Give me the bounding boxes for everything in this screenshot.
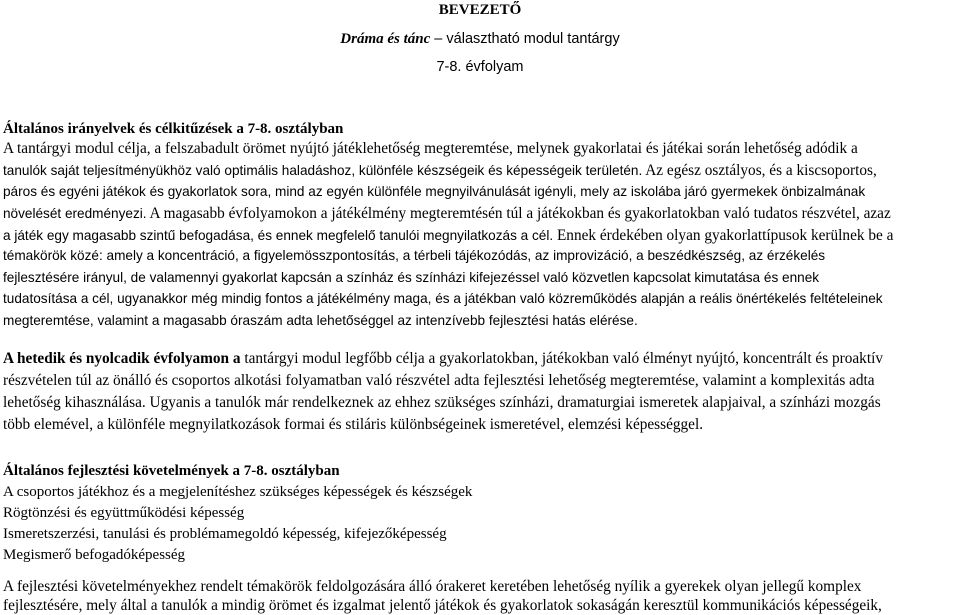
requirement-item-3: Ismeretszerzési, tanulási és problémamegoldó képesség, kifejezőképesség bbox=[3, 526, 447, 542]
section1-line4a: növelését eredményezi. bbox=[3, 206, 147, 221]
requirement-item-1: A csoportos játékhoz és a megjelenítéshez szükséges képességek és készségek bbox=[3, 484, 473, 500]
section2-line1 bbox=[3, 350, 957, 368]
section1-line5a: a játék egy magasabb szintű befogadása, és ennek megfelelő tanulói megnyilatkozás a cél. bbox=[3, 228, 554, 243]
section4-line1: A fejlesztési követelményekhez rendelt témakörök feldolgozására álló órakeret keretében lehetőség nyílik a gyerekek olyan jellegű komplex bbox=[3, 578, 862, 595]
section2-line1-rest: tantárgyi modul legfőbb célja a gyakorlatokban, játékokban való élményt nyújtó, koncentrált és proaktív bbox=[240, 350, 883, 367]
section1-line2b: Az egész osztályos, és a kiscsoportos, bbox=[642, 162, 877, 179]
section1-line4b: A magasabb évfolyamokon a játékélmény megteremtésén túl a játékokban és gyakorlatokban való tudatos részvétel, azaz bbox=[146, 205, 891, 222]
section1-line6: témakörök közé: amely a koncentráció, a figyelemösszpontosítás, a térbeli tájékozódás, az improvizáció, a beszédkészség, az érzékelés bbox=[3, 248, 826, 263]
section1-line8: tudatosítása a cél, ugyanakkor még mindig fontos a játékélmény maga, és a játékban való közreműködés alapján a reális önértékelés feltételeinek bbox=[3, 291, 883, 306]
section2-bold-start: A hetedik és nyolcadik évfolyamon a bbox=[3, 350, 241, 367]
section1-line3: páros és egyéni játékok és gyakorlatok sora, mind az egyén különféle megnyilvánulását igényli, mely az iskolába járó gyermekek önbizalmának bbox=[3, 184, 866, 199]
section2-line3: lehetőség kihasználása. Ugyanis a tanulók már rendelkeznek az ehhez szükséges színházi, dramaturgiai ismeretek alapjaival, a színházi mozgás bbox=[3, 394, 881, 411]
subtitle-rest: – választható modul tantárgy bbox=[430, 31, 620, 47]
subtitle-course-name: Dráma és tánc bbox=[340, 31, 431, 47]
section1-line7: fejlesztésére irányul, de valamennyi gyakorlat kapcsán a színház és színházi kifejezéssel való közvetlen kapcsolat kimutatása és ennek bbox=[3, 270, 820, 285]
section4-line2: fejlesztésére, mely által a tanulók a mindig örömet és izgalmat jelentő játékok és gyakorlatok sokaságán keresztül kommunikációs képességeik, bbox=[3, 597, 882, 614]
section1-line9: megteremtése, valamint a magasabb óraszám adta lehetőséggel az intenzívebb fejlesztési hatás elérése. bbox=[3, 313, 638, 328]
page-title: BEVEZETŐ bbox=[438, 2, 522, 18]
section2-line2: részvételen túl az önálló és csoportos alkotási folyamatban való részvétel adta fejlesztési lehetőség megteremtése, valamint a komplexitás adta bbox=[3, 372, 875, 389]
section1-line1: A tantárgyi modul célja, a felszabadult örömet nyújtó játéklehetőség megteremtése, melynek gyakorlatai és játékai során lehetőség adódik a bbox=[3, 140, 858, 157]
section1-line4 bbox=[3, 205, 957, 223]
requirement-item-4: Megismerő befogadóképesség bbox=[3, 547, 186, 563]
section1-line2a: tanulók saját teljesítményükhöz való optimális haladáshoz, különféle készségeik és képességeik területén. bbox=[3, 163, 643, 178]
section1-line5b: Ennek érdekében olyan gyakorlattípusok kerülnek be a bbox=[553, 227, 894, 244]
subtitle bbox=[0, 30, 960, 48]
section1-line2 bbox=[3, 162, 957, 180]
section2-line4: több elemével, a különféle megnyilatkozások formai és stiláris különbségeinek ismeretével, elemzési képességgel. bbox=[3, 416, 704, 433]
section1-line5 bbox=[3, 227, 957, 245]
section1-heading: Általános irányelvek és célkitűzések a 7-8. osztályban bbox=[3, 121, 344, 137]
grade-label: 7-8. évfolyam bbox=[436, 59, 524, 75]
section3-heading: Általános fejlesztési követelmények a 7-8. osztályban bbox=[3, 463, 340, 479]
requirement-item-2: Rögtönzési és együttműködési képesség bbox=[3, 505, 245, 521]
